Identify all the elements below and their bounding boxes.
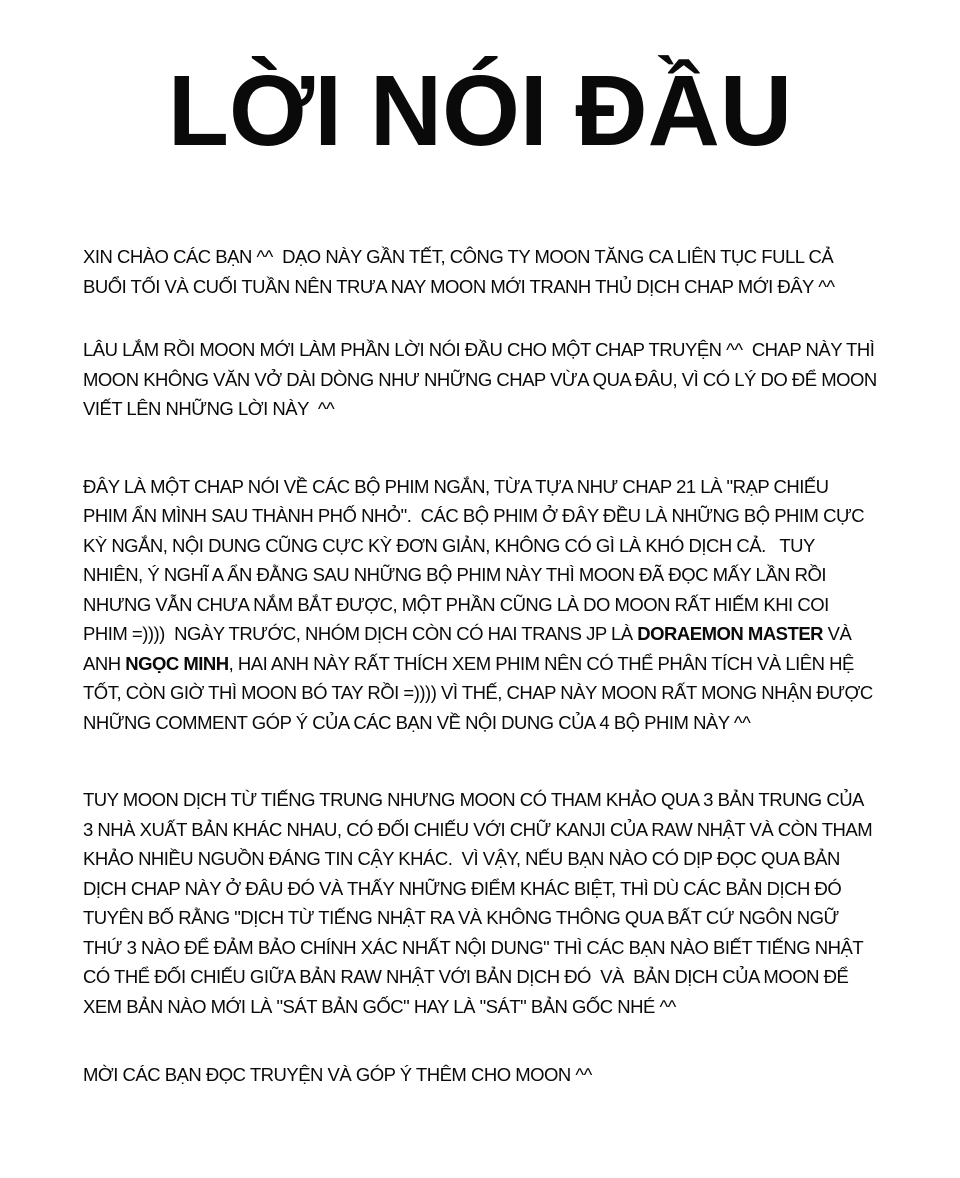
paragraph xyxy=(83,472,877,738)
text-segment: ĐÂY LÀ MỘT CHAP NÓI VỀ CÁC BỘ PHIM NGẮN, TỪA TỰA NHƯ CHAP 21 LÀ "RẠP CHIẾU PHIM ẨN MÌNH SAU THÀNH PHỐ NHỎ". CÁC BỘ PHIM Ở ĐÂY ĐỀU LÀ NHỮNG BỘ PHIM CỰC KỲ NGẮN, NỘI DUNG CŨNG CỰC KỲ ĐƠN GIẢN, KHÔNG CÓ GÌ LÀ KHÓ DỊCH CẢ. TUY NHIÊN, Ý NGHĨ A ẨN ĐẰNG SAU NHỮNG BỘ PHIM NÀY THÌ MOON ĐÃ ĐỌC MẤY LẦN RỒI NHƯNG VẪN CHƯA NẮM BẮT ĐƯỢC, MỘT PHẦN CŨNG LÀ DO MOON RẤT HIẾM KHI COI PHIM =)))) NGÀY TRƯỚC, NHÓM DỊCH CÒN CÓ HAI TRANS JP LÀ xyxy=(83,475,869,644)
text-segment: LÂU LẮM RỒI MOON MỚI LÀM PHẦN LỜI NÓI ĐẦU CHO MỘT CHAP TRUYỆN ^^ CHAP NÀY THÌ MOON KHÔNG VĂN VỞ DÀI DÒNG NHƯ NHỮNG CHAP VỪA QUA ĐÂU, VÌ CÓ LÝ DO ĐỂ MOON VIẾT LÊN NHỮNG LỜI NÀY ^^ xyxy=(83,339,882,419)
text-segment: , HAI ANH NÀY RẤT THÍCH XEM PHIM NÊN CÓ THỂ PHÂN TÍCH VÀ LIÊN HỆ TỐT, CÒN GIỜ THÌ MOON BÓ TAY RỒI =)))) VÌ THẾ, CHAP NÀY MOON RẤT MONG NHẬN ĐƯỢC NHỮNG COMMENT GÓP Ý CỦA CÁC BẠN VỀ NỘI DUNG CỦA 4 BỘ PHIM NÀY ^^ xyxy=(83,652,878,733)
paragraph xyxy=(83,335,882,424)
paragraph xyxy=(83,1060,877,1090)
note-body xyxy=(0,242,960,1090)
bold-text-segment: NGỌC MINH xyxy=(125,652,229,674)
paragraph xyxy=(83,785,877,1021)
text-segment: MỜI CÁC BẠN ĐỌC TRUYỆN VÀ GÓP Ý THÊM CHO MOON ^^ xyxy=(83,1064,592,1085)
bold-text-segment: DORAEMON MASTER xyxy=(637,623,824,644)
text-segment: XIN CHÀO CÁC BẠN ^^ DẠO NÀY GẦN TẾT, CÔNG TY MOON TĂNG CA LIÊN TỤC FULL CẢ BUỔI TỐI VÀ CUỐI TUẦN NÊN TRƯA NAY MOON MỚI TRANH THỦ DỊCH CHAP MỚI ĐÂY ^^ xyxy=(83,246,838,297)
page-title: LỜI NÓI ĐẦU xyxy=(167,55,793,167)
text-segment: TUY MOON DỊCH TỪ TIẾNG TRUNG NHƯNG MOON CÓ THAM KHẢO QUA 3 BẢN TRUNG CỦA 3 NHÀ XUẤT BẢN KHÁC NHAU, CÓ ĐỐI CHIẾU VỚI CHỮ KANJI CỦA RAW NHẬT VÀ CÒN THAM KHẢO NHIỀU NGUỒN ĐÁNG TIN CẬY KHÁC. VÌ VẬY, NẾU BẠN NÀO CÓ DỊP ĐỌC QUA BẢN DỊCH CHAP NÀY Ở ĐÂU ĐÓ VÀ THẤY NHỮNG ĐIỂM KHÁC BIỆT, THÌ DÙ CÁC BẢN DỊCH ĐÓ TUYÊN BỐ RẰNG "DỊCH TỪ TIẾNG NHẬT RA VÀ KHÔNG THÔNG QUA BẤT CỨ NGÔN NGỮ THỨ 3 NÀO ĐỂ ĐẢM BẢO CHÍNH XÁC NHẤT NỘI DUNG" THÌ CÁC BẠN NÀO BIẾT TIẾNG NHẬT CÓ THỂ ĐỐI CHIẾU GIỮA BẢN RAW NHẬT VỚI BẢN DỊCH ĐÓ VÀ BẢN DỊCH CỦA MOON ĐỂ XEM BẢN NÀO MỚI LÀ "SÁT BẢN GỐC" HAY LÀ "SÁT" BẢN GỐC NHÉ ^^ xyxy=(83,789,877,1017)
paragraph xyxy=(83,242,877,301)
text-segment: VÀ ANH xyxy=(83,623,855,674)
